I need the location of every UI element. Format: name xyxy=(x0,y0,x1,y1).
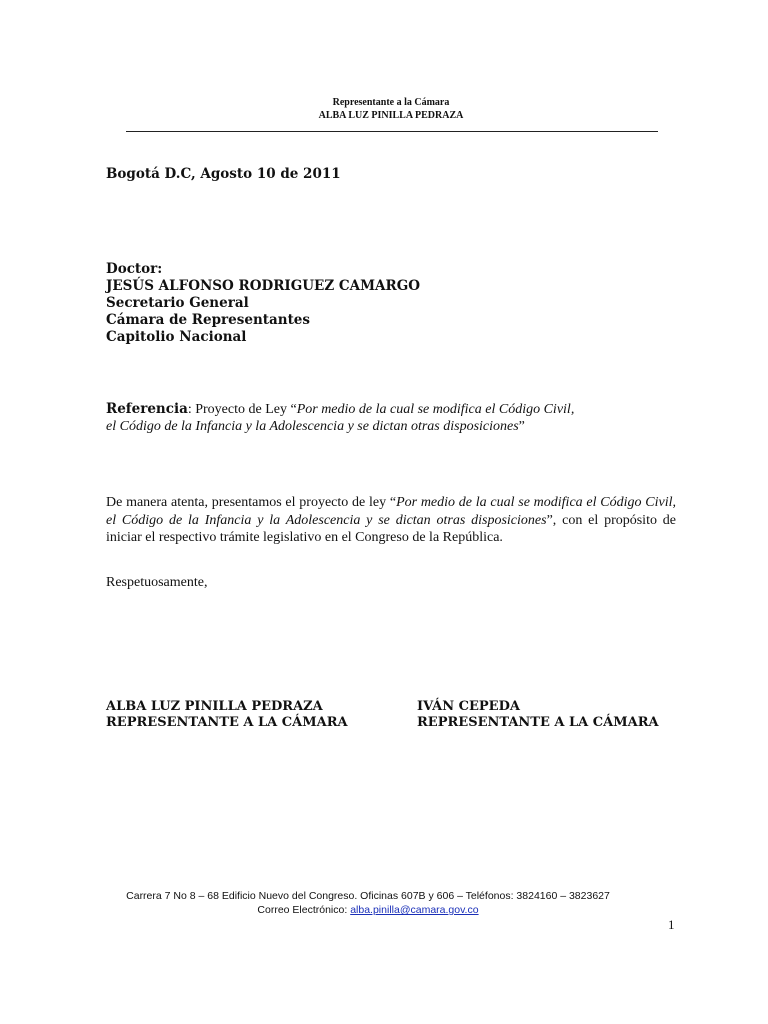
reference-title-line1: Por medio de la cual se modifica el Código Civil, xyxy=(296,402,575,417)
closing-phrase: Respetuosamente, xyxy=(106,575,208,590)
recipient-block xyxy=(106,261,420,346)
recipient-salutation: Doctor: xyxy=(106,261,163,277)
footer-email-label: Correo Electrónico: xyxy=(257,904,351,916)
body-paragraph xyxy=(106,494,676,547)
signatory-role: REPRESENTANTE A LA CÁMARA xyxy=(106,715,348,730)
letterhead-divider xyxy=(126,131,658,132)
body-intro: De manera atenta, presentamos el proyecto de ley “ xyxy=(106,495,397,510)
reference-title-line2: el Código de la Infancia y la Adolescencia y se dictan otras disposiciones xyxy=(106,419,519,434)
signature-block-1 xyxy=(106,699,348,731)
reference-prefix: : Proyecto de Ley “ xyxy=(187,402,297,417)
recipient-location: Capitolio Nacional xyxy=(106,329,247,345)
body-rest: ”, con el propósito de iniciar el respectivo trámite legislativo en el Congreso de la República. xyxy=(106,512,676,545)
footer-address: Carrera 7 No 8 – 68 Edificio Nuevo del Congreso. Oficinas 607B y 606 – Teléfonos: 3824160 – 3823627 xyxy=(126,890,610,902)
reference-paragraph xyxy=(106,401,666,435)
footer xyxy=(0,889,736,917)
page-number: 1 xyxy=(668,917,675,932)
signatory-name: ALBA LUZ PINILLA PEDRAZA xyxy=(106,699,323,714)
footer-contact xyxy=(0,903,736,917)
signatory-name: IVÁN CEPEDA xyxy=(417,699,520,714)
letterhead-name: ALBA LUZ PINILLA PEDRAZA xyxy=(318,110,464,121)
signature-block-2 xyxy=(417,699,659,731)
reference-label: Referencia xyxy=(106,401,188,417)
footer-email-link[interactable]: alba.pinilla@camara.gov.co xyxy=(350,904,479,916)
recipient-name: JESÚS ALFONSO RODRIGUEZ CAMARGO xyxy=(106,278,421,294)
letter-date: Bogotá D.C, Agosto 10 de 2011 xyxy=(106,166,341,182)
recipient-institution: Cámara de Representantes xyxy=(106,312,310,328)
signatory-role: REPRESENTANTE A LA CÁMARA xyxy=(417,715,659,730)
reference-suffix: ” xyxy=(518,419,525,434)
recipient-title: Secretario General xyxy=(106,295,249,311)
body-bill-title: Por medio de la cual se modifica el Código Civil, el Código de la Infancia y la Adolescencia y se dictan otras disposiciones xyxy=(106,495,676,528)
letterhead-title: Representante a la Cámara xyxy=(332,97,450,108)
